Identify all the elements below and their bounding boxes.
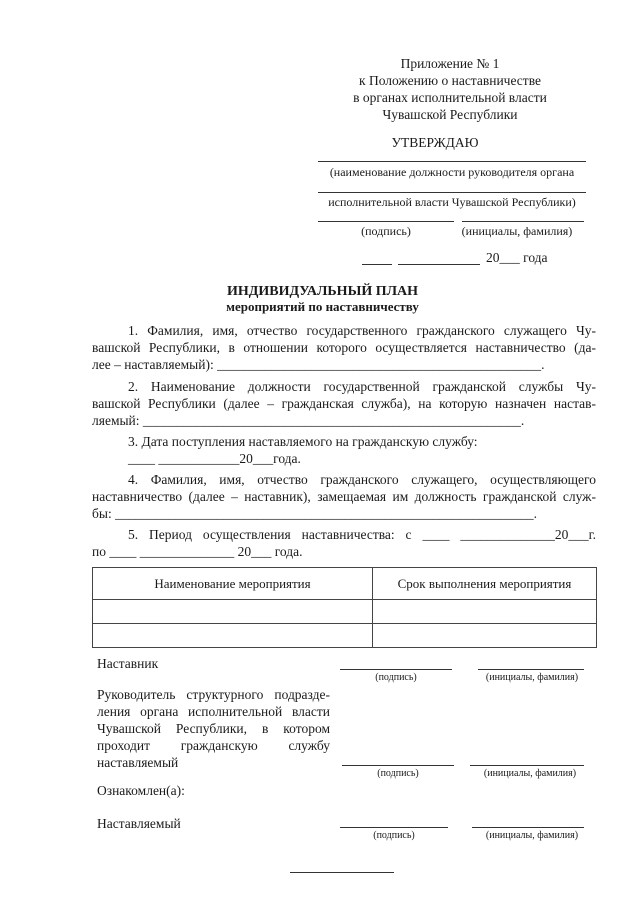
head-label-block	[97, 686, 330, 771]
table-header-row	[93, 568, 597, 600]
mentee-initials-caption: (инициалы, фамилия)	[485, 830, 579, 841]
item-4-line-3: бы: ______________________________________________________________.	[92, 506, 537, 521]
approve-signature-caption: (подпись)	[361, 224, 411, 238]
head-initials-caption: (инициалы, фамилия)	[483, 768, 577, 779]
page-title: ИНДИВИДУАЛЬНЫЙ ПЛАН	[226, 284, 419, 299]
position-hint-2: исполнительной власти Чувашской Республики)	[328, 195, 576, 209]
mentor-initials-caption: (инициалы, фамилия)	[485, 672, 579, 683]
column-header-deadline: Срок выполнения мероприятия	[373, 568, 597, 600]
table-row	[93, 624, 597, 648]
appendix-block	[340, 55, 560, 123]
item-3-line-2: ____ ____________20___года.	[128, 451, 301, 466]
table-cell	[93, 600, 373, 624]
approve-line-2	[318, 192, 586, 193]
mentor-signature-caption: (подпись)	[375, 672, 417, 683]
table-row	[93, 600, 597, 624]
item-2-line-3: ляемый: ________________________________________________________.	[92, 413, 525, 428]
appendix-line-2: к Положению о наставничестве	[359, 73, 541, 88]
mentee-signature-line	[340, 827, 448, 828]
item-2-line-2: вашской Республики (далее – гражданская служба), на которую назначен настав-	[92, 396, 596, 411]
head-label-line-3: Чувашской Республики, в котором	[97, 721, 330, 736]
table-cell	[93, 624, 373, 648]
mentor-initials-line	[478, 669, 584, 670]
item-4-line-1: 4. Фамилия, имя, отчество гражданского служащего, осуществляющего	[128, 472, 596, 487]
approve-initials-caption: (инициалы, фамилия)	[461, 224, 573, 238]
footer-divider	[290, 872, 394, 873]
appendix-line-4: Чувашской Республики	[382, 107, 518, 122]
item-4-line-2: наставничество (далее – наставник), замещаемая им должность гражданской служ-	[92, 489, 596, 504]
item-1-line-1: 1. Фамилия, имя, отчество государственного гражданского служащего Чу-	[128, 323, 596, 338]
acquainted-label: Ознакомлен(а):	[97, 783, 185, 798]
item-5-line-1: 5. Период осуществления наставничества: с ____ ______________20___г.	[128, 527, 596, 542]
head-signature-line	[342, 765, 454, 766]
mentor-signature-line	[340, 669, 452, 670]
item-3-line-1: 3. Дата поступления наставляемого на гражданскую службу:	[128, 434, 478, 449]
position-hint-1: (наименование должности руководителя органа	[329, 165, 575, 179]
mentee-label: Наставляемый	[97, 816, 181, 831]
table-cell	[373, 624, 597, 648]
mentee-initials-line	[472, 827, 584, 828]
approve-line-1	[318, 161, 586, 162]
item-5-line-2: по ____ ______________ 20___ года.	[92, 544, 303, 559]
plan-table	[92, 567, 597, 648]
item-1-line-2: вашской Республики, в отношении которого осуществляется наставничество (да-	[92, 340, 596, 355]
mentee-signature-caption: (подпись)	[373, 830, 415, 841]
head-signature-caption: (подпись)	[377, 768, 419, 779]
item-2-line-1: 2. Наименование должности государственной гражданской службы Чу-	[128, 379, 596, 394]
head-label-line-1: Руководитель структурного подразде-	[97, 687, 330, 702]
appendix-line-1: Приложение № 1	[400, 56, 500, 71]
appendix-line-3: в органах исполнительной власти	[353, 90, 547, 105]
page-subtitle: мероприятий по наставничеству	[226, 299, 419, 314]
column-header-activity: Наименование мероприятия	[93, 568, 373, 600]
approve-month-line	[398, 264, 480, 265]
mentor-label: Наставник	[97, 656, 159, 671]
approve-heading: УТВЕРЖДАЮ	[391, 135, 479, 150]
approve-signature-line	[318, 221, 454, 222]
item-1-line-3: лее – наставляемый): ________________________________________________.	[92, 357, 545, 372]
table-cell	[373, 600, 597, 624]
head-label-line-2: ления органа исполнительной власти	[97, 704, 330, 719]
head-label-line-5: наставляемый	[97, 755, 179, 770]
approve-date-year: 20___ года	[486, 250, 548, 265]
approve-initials-line	[462, 221, 584, 222]
head-initials-line	[470, 765, 584, 766]
head-label-line-4: проходит гражданскую службу	[97, 738, 330, 753]
approve-day-line	[362, 264, 392, 265]
